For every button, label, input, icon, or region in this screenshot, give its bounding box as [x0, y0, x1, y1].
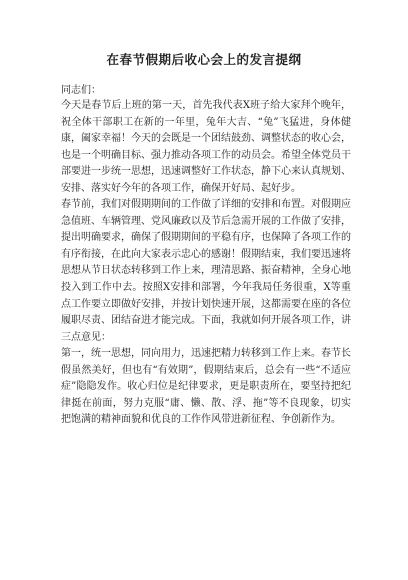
salutation: 同志们：: [61, 85, 101, 96]
paragraph-point-one: 第一，统一思想，同向用力，迅速把精力转移到工作上来。春节长假虽然美好，但也有“有效期”，假期结束后，总会有一些“不适应症”隐隐发作。收心归位是纪律要求，更是职责所在，要坚持把纪律挺在前面，努力克服“庸、懒、散、浮、拖”等不良现象，切实把饱满的精神面貌和优良的工作作风带进新征程、争创新作为。: [61, 348, 351, 426]
document-body: [61, 98, 351, 429]
paragraph-holiday-review: 春节前，我们对假期期间的工作做了详细的安排和布置。对假期应急值班、车辆管理、党风廉政以及节后急需开展的工作做了安排，提出明确要求，确保了假期期间的平稳有序，也保障了各项工作的有序衔接，在此向大家表示忠心的感谢！假期结束，我们要迅速将思想从节日状态转移到工作上来，理清思路、振奋精神，全身心地投入到工作中去。按照X安排和部署，今年我局任务很重，X等重点工作要立即做好安排，并按计划快速开展，这都需要在座的各位履职尽责、团结奋进才能完成。下面，我就如何开展各项工作，讲三点意见：: [61, 199, 351, 343]
paragraph-opening: 今天是春节后上班的第一天，首先我代表X班子给大家拜个晚年，祝全体干部职工在新的一年里，兔年大吉、“兔”飞猛进，身体健康，阖家幸福！今天的会既是一个团结鼓劲、调整状态的收心会，也是一个明确目标、强力推动各项工作的动员会。希望全体党员干部要进一步统一思想，迅速调整好工作状态，静下心来认真规划、安排、落实好今年的各项工作，确保开好局、起好步。: [61, 100, 351, 194]
document-title: 在春节假期后收心会上的发言提纲: [106, 52, 302, 67]
